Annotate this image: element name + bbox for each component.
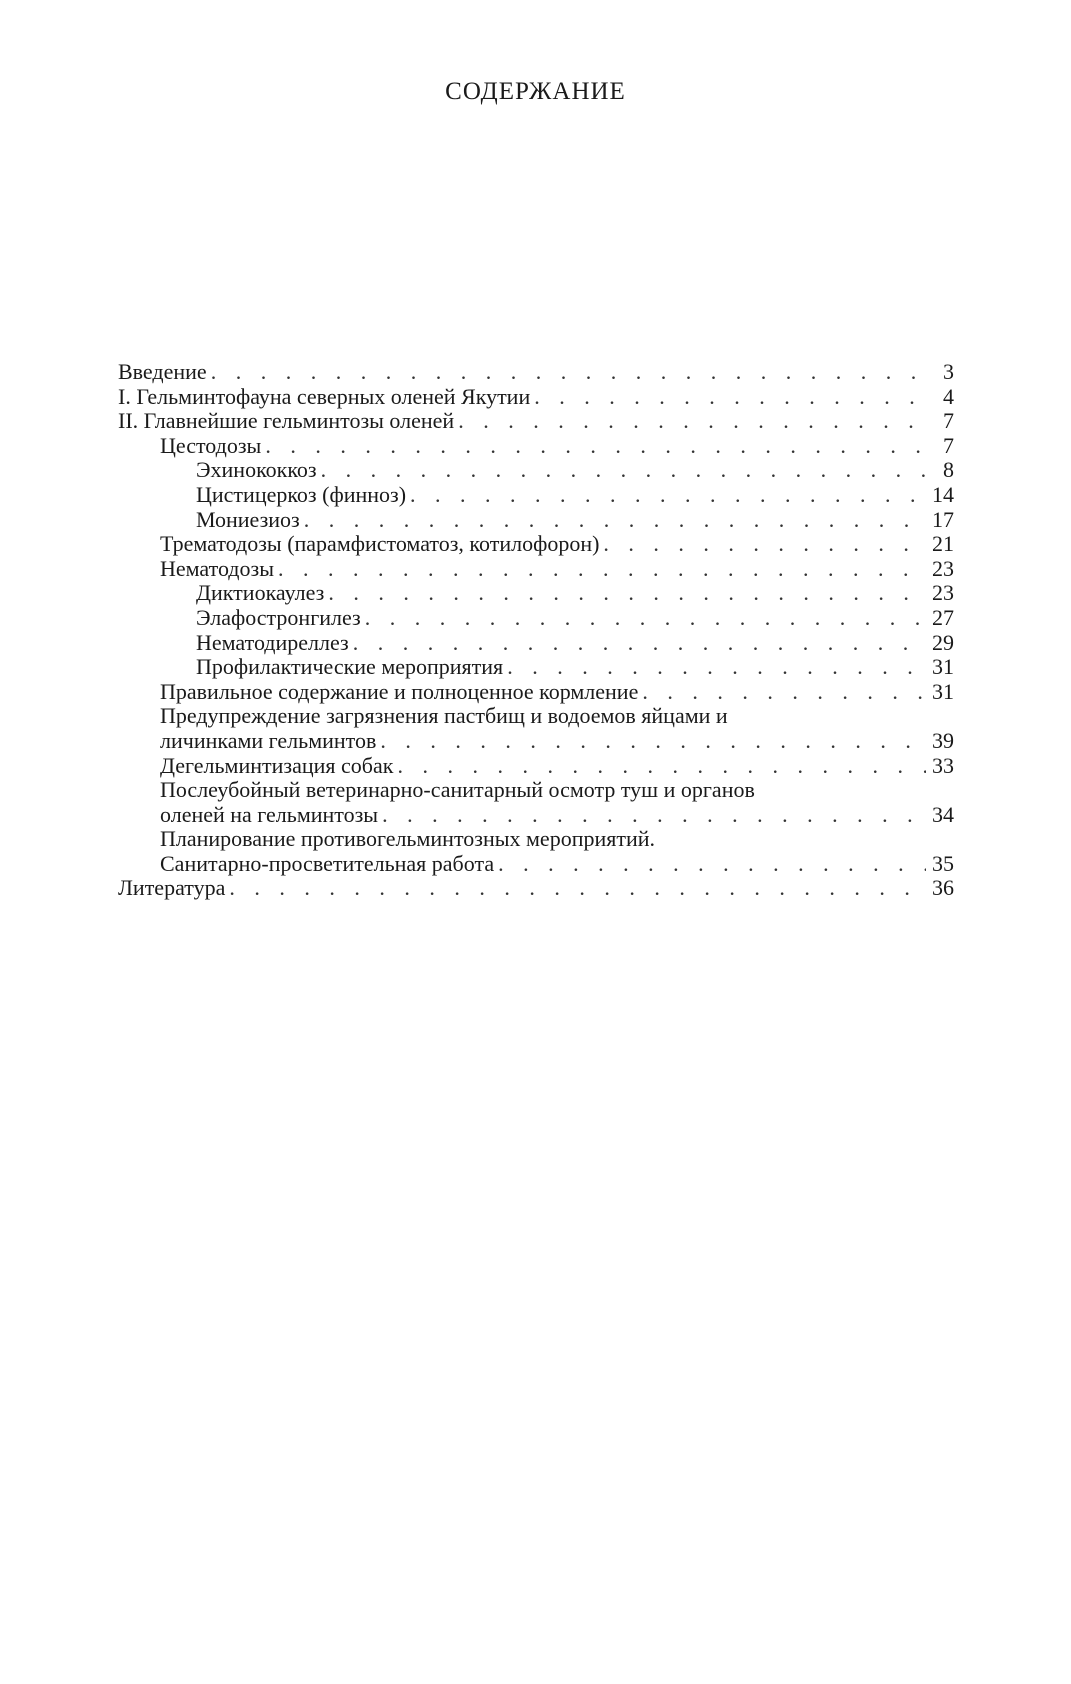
dot-leader [507,655,926,680]
dot-leader [265,434,926,459]
table-of-contents [118,360,954,901]
toc-entry-title-line1: Планирование противогельминтозных мероприятий. [160,826,656,852]
toc-entry-title: Элафостронгилез [196,604,361,630]
dot-leader [211,360,926,385]
toc-entry-page: 36 [932,875,954,901]
toc-entry-page: 39 [932,727,954,753]
toc-entry-nematodoses[interactable] [118,557,954,582]
toc-entry-page: 23 [932,580,954,606]
toc-entry-title-line2: Санитарно-просветительная работа [160,850,495,876]
toc-entry-nematodirellosis[interactable] [118,631,954,656]
toc-entry-page: 7 [943,408,954,434]
toc-entry-echinococcosis[interactable] [118,458,954,483]
toc-entry-page: 34 [932,801,954,827]
toc-entry-main-helminthoses[interactable] [118,409,954,434]
toc-entry-title: Нематодиреллез [196,629,349,655]
dot-leader [353,631,926,656]
toc-entry-title-line2: личинками гельминтов [160,727,377,753]
toc-entry-page: 3 [943,359,954,384]
dot-leader [278,557,926,582]
toc-entry-title-line1: Послеубойный ветеринарно-санитарный осмотр туш и органов [160,777,755,803]
toc-entry-trematodoses[interactable] [118,532,954,557]
dot-leader [498,852,926,877]
toc-entry-page: 29 [932,629,954,655]
toc-entry-page: 35 [932,850,954,876]
toc-entry-literature[interactable] [118,876,954,901]
dot-leader [328,581,926,606]
dot-leader [365,606,926,631]
toc-entry-title: Введение [118,359,207,384]
dot-leader [397,754,926,779]
toc-entry-page: 31 [932,678,954,704]
dot-leader [380,729,926,754]
dot-leader [321,458,926,483]
toc-entry-dog-deworming[interactable] [118,754,954,779]
toc-entry-title-line2: оленей на гельминтозы [160,801,379,827]
dot-leader [458,409,926,434]
toc-entry-moniezia[interactable] [118,508,954,533]
toc-entry-preventive-measures[interactable] [118,655,954,680]
toc-entry-title: Профилактические мероприятия [196,654,504,680]
dot-leader [382,803,926,828]
toc-entry-page: 17 [932,506,954,532]
toc-entry-page: 27 [932,604,954,630]
dot-leader [534,385,926,410]
page-title: СОДЕРЖАНИЕ [445,78,626,105]
toc-entry-page: 21 [932,531,954,557]
toc-entry-title: II. Главнейшие гельминтозы оленей [118,408,455,434]
toc-entry-helminth-fauna[interactable] [118,385,954,410]
toc-entry-page: 33 [932,752,954,778]
toc-entry-postmortem-inspection[interactable] [118,778,954,803]
toc-entry-page: 23 [932,555,954,581]
toc-entry-title: Цистицеркоз (финноз) [196,481,407,507]
dot-leader [642,680,926,705]
toc-entry-dictyocaulosis[interactable] [118,581,954,606]
toc-entry-elaphostrongylosis[interactable] [118,606,954,631]
toc-entry-page: 4 [943,383,954,409]
dot-leader [410,483,926,508]
toc-entry-cestodoses[interactable] [118,434,954,459]
toc-entry-title: Нематодозы [160,555,274,581]
toc-entry-title: Литература [118,875,226,901]
toc-entry-title: Правильное содержание и полноценное кормление [160,678,639,704]
dot-leader [603,532,926,557]
dot-leader [304,508,926,533]
toc-entry-pasture-contamination-cont[interactable] [118,729,954,754]
toc-entry-title: Диктиокаулез [196,580,325,606]
toc-entry-title-line1: Предупреждение загрязнения пастбищ и водоемов яйцами и [160,703,728,729]
dot-leader [229,876,926,901]
toc-entry-introduction[interactable] [118,360,954,385]
toc-entry-title: Цестодозы [160,432,262,458]
toc-entry-page: 14 [932,481,954,507]
toc-entry-page: 8 [943,457,954,483]
toc-entry-proper-keeping[interactable] [118,680,954,705]
toc-entry-title: Дегельминтизация собак [160,752,394,778]
toc-entry-title: Эхинококкоз [196,457,317,483]
toc-entry-postmortem-inspection-cont[interactable] [118,803,954,828]
toc-entry-page: 7 [943,432,954,458]
toc-entry-title: I. Гельминтофауна северных оленей Якутии [118,383,531,409]
toc-entry-cysticercosis[interactable] [118,483,954,508]
toc-entry-planning[interactable] [118,827,954,852]
toc-entry-title: Трематодозы (парамфистоматоз, котилофорон) [160,531,600,557]
toc-entry-pasture-contamination[interactable] [118,704,954,729]
toc-entry-title: Мониезиоз [196,506,300,532]
toc-entry-planning-cont[interactable] [118,852,954,877]
toc-entry-page: 31 [932,654,954,680]
